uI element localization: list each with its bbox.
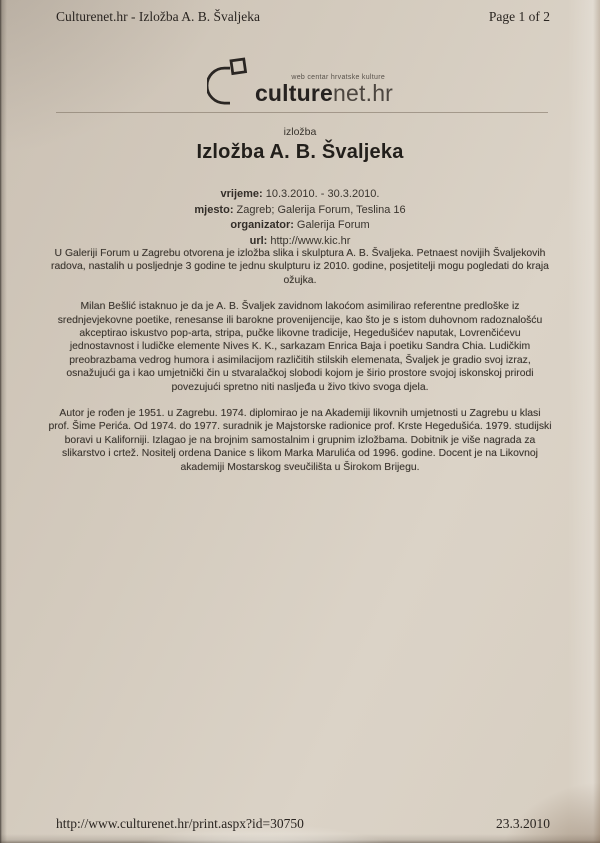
print-footer bbox=[56, 816, 550, 832]
paragraph-3: Autor je rođen je 1951. u Zagrebu. 1974. diplomirao je na Akademiji likovnih umjetnosti u Zagrebu u klasi prof. Šime Perića. Od 1974. do 1977. suradnik je Majstorske radionice prof. Krste Hegedušića. 1979. studijski boravi u Kaliforniji. Izlagao je na brojnim samostalnim i grupnim izložbama. Dobitnik je više nagrada za slikarstvo i crtež. Nositelj ordena Danice s likom Marka Marulića od 1996. godine. Docent je na Likovnoj akademiji Mostarskog sveučilišta u Širokom Brijegu. bbox=[48, 408, 552, 473]
article-category: izložba bbox=[283, 126, 317, 138]
logo-tagline: web centar hrvatske kulture bbox=[291, 74, 386, 81]
paragraph-1: U Galeriji Forum u Zagrebu otvorena je izložba slika i skulptura A. B. Švaljeka. Petnaest novijih Švaljekovih radova, nastalih u posljednje 3 godine te jednu skulpturu iz 2010. godine, posjetitelji mogu pogledati do kraja ožujka. bbox=[51, 248, 549, 286]
detail-row-organizator: organizator: Galerija Forum bbox=[230, 219, 370, 231]
culturenet-wordmark bbox=[255, 74, 393, 105]
article-title: Izložba A. B. Švaljeka bbox=[196, 141, 404, 163]
paragraph-2: Milan Bešlić istaknuo je da je A. B. Švaljek zavidnom lakoćom asimilirao referentne predloške iz srednjevjekovne poetike, renesanse ili barokne provenijencije, kao što je s istom duhovnom radoznalošću akceptirao iskustvo pop-arta, stripa, pučke likovne tradicije, Hegedušićev naputak, Lovrenčićevu jednostavnost i ludičke elemente Nives K. K., sarkazam Enrica Baja i poetiku Sandra Chia. Ludičkim preobrazbama vedrog humora i asimilacijom različitih stilskih elemenata, Švaljek je gradio svoj izraz, osnažujući ga i kao umjetnički čin u stvaralačkoj slobodi kojom je širio prostore svojoj iskonskoj prirodi povezujući spretno niti nasljeđa u živo tkivo svoga djela. bbox=[57, 301, 543, 393]
logo-word-nethr: net.hr bbox=[333, 80, 394, 106]
detail-row-vrijeme: vrijeme: 10.3.2010. - 30.3.2010. bbox=[220, 188, 380, 200]
divider-line bbox=[56, 112, 548, 113]
print-footer-url: http://www.culturenet.hr/print.aspx?id=30750 bbox=[56, 816, 304, 831]
print-header-title: Culturenet.hr - Izložba A. B. Švaljeka bbox=[56, 9, 260, 24]
print-header-page-number: Page 1 of 2 bbox=[488, 9, 550, 24]
culturenet-logo bbox=[0, 57, 600, 105]
event-details bbox=[0, 187, 600, 249]
article-body bbox=[48, 247, 552, 487]
logo-word-culture: culture bbox=[254, 80, 334, 106]
detail-row-url: url: http://www.kic.hr bbox=[249, 234, 351, 247]
print-footer-date: 23.3.2010 bbox=[496, 816, 550, 831]
print-header bbox=[56, 9, 550, 25]
culturenet-logo-icon bbox=[207, 57, 253, 105]
detail-row-mjesto: mjesto: Zagreb; Galerija Forum, Teslina 16 bbox=[194, 203, 406, 216]
